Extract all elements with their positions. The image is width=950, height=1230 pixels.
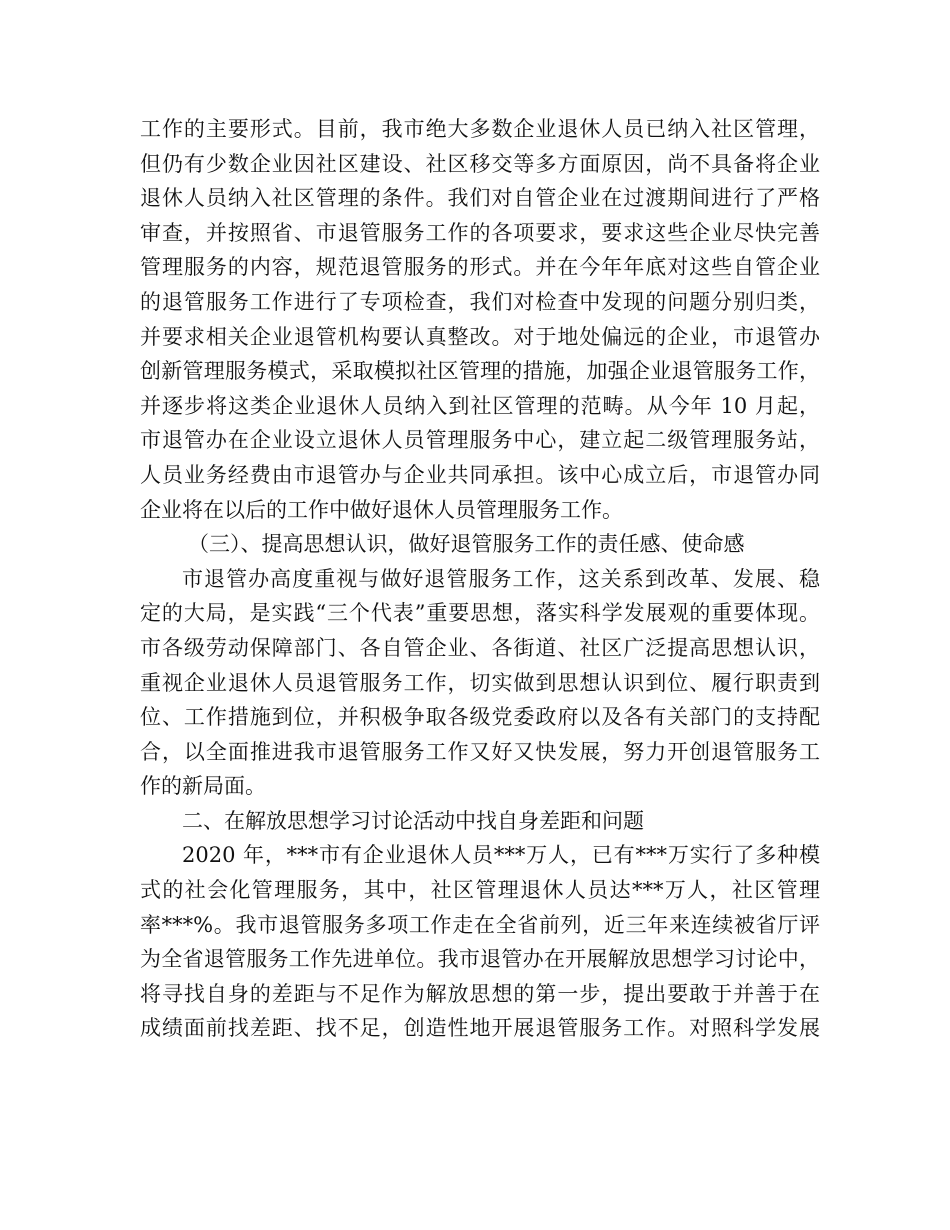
text-line: 的退管服务工作进行了专项检查，我们对检查中发现的问题分别归类，: [140, 289, 820, 314]
paragraph-retiree-community-management: [140, 112, 820, 527]
text-line: 工作的主要形式。目前，我市绝大多数企业退休人员已纳入社区管理，: [140, 117, 820, 141]
text-line: 市各级劳动保障部门、各自管企业、各街道、社区广泛提高思想认识，: [140, 635, 820, 660]
text-line: 企业将在以后的工作中做好退休人员管理服务工作。: [140, 497, 623, 522]
text-line: 市退管办在企业设立退休人员管理服务中心，建立起二级管理服务站，: [140, 428, 820, 453]
document-page: [140, 112, 820, 1046]
section-heading-3: [140, 527, 820, 562]
text-line: 将寻找自身的差距与不足作为解放思想的第一步，提出要敢于并善于在: [140, 981, 820, 1006]
text-line: 率***%。我市退管服务多项工作走在全省前列，近三年来连续被省厅评: [140, 912, 820, 937]
text-line: 作的新局面。: [140, 774, 266, 799]
section-heading-2: [140, 804, 820, 839]
text-line: 2020 年，***市有企业退休人员***万人，已有***万实行了多种模: [182, 843, 820, 868]
text-line: 审查，并按照省、市退管服务工作的各项要求，要求这些企业尽快完善: [140, 220, 820, 245]
text-line: 退休人员纳入社区管理的条件。我们对自管企业在过渡期间进行了严格: [140, 186, 820, 211]
paragraph-importance: [140, 562, 820, 804]
text-line: 合，以全面推进我市退管服务工作又好又快发展，努力开创退管服务工: [140, 739, 820, 764]
text-line: 为全省退管服务工作先进单位。我市退管办在开展解放思想学习讨论中，: [140, 947, 820, 972]
paragraph-statistics: [140, 838, 820, 1046]
text-line: 重视企业退休人员退管服务工作，切实做到思想认识到位、履行职责到: [140, 670, 820, 695]
text-line: 管理服务的内容，规范退管服务的形式。并在今年年底对这些自管企业: [140, 255, 820, 280]
text-line: 定的大局，是实践“三个代表”重要思想，落实科学发展观的重要体现。: [140, 601, 820, 626]
text-line: 并要求相关企业退管机构要认真整改。对于地处偏远的企业，市退管办: [140, 324, 820, 349]
text-line: 式的社会化管理服务，其中，社区管理退休人员达***万人，社区管理: [140, 878, 820, 903]
text-line: 成绩面前找差距、找不足，创造性地开展退管服务工作。对照科学发展: [140, 1016, 820, 1041]
text-line: 并逐步将这类企业退休人员纳入到社区管理的范畴。从今年 10 月起，: [140, 393, 820, 418]
heading-text: （三）、提高思想认识，做好退管服务工作的责任感、使命感: [188, 532, 745, 557]
heading-text: 二、在解放思想学习讨论活动中找自身差距和问题: [182, 808, 644, 833]
text-line: 但仍有少数企业因社区建设、社区移交等多方面原因，尚不具备将企业: [140, 151, 820, 176]
text-line: 创新管理服务模式，采取模拟社区管理的措施，加强企业退管服务工作，: [140, 359, 820, 384]
text-line: 人员业务经费由市退管办与企业共同承担。该中心成立后，市退管办同: [140, 462, 820, 487]
text-line: 市退管办高度重视与做好退管服务工作，这关系到改革、发展、稳: [182, 566, 820, 591]
text-line: 位、工作措施到位，并积极争取各级党委政府以及各有关部门的支持配: [140, 705, 820, 730]
